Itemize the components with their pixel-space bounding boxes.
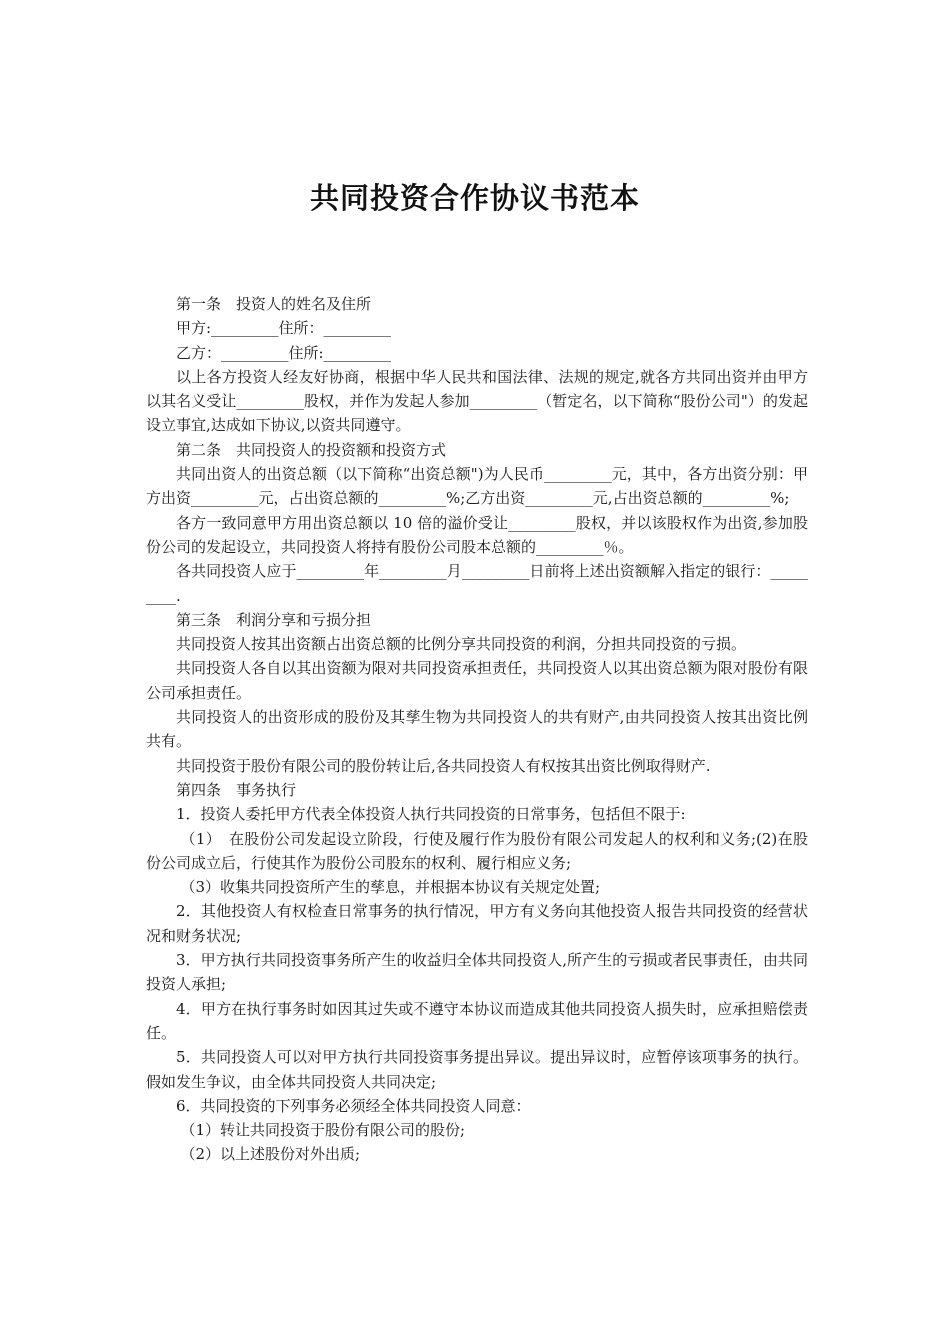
numbered-item: 3．甲方执行共同投资事务所产生的收益归全体共同投资人,所产生的亏损或者民事责任，由共同投资人承担; xyxy=(146,951,808,994)
numbered-item: 5．共同投资人可以对甲方执行共同投资事务提出异议。提出异议时，应暂停该项事务的执行。假如发生争议，由全体共同投资人共同决定; xyxy=(146,1048,808,1091)
sub-item: （1）转让共同投资于股份有限公司的股份; xyxy=(180,1121,466,1140)
document-title: 共同投资合作协议书范本 xyxy=(309,181,640,215)
party-a-line: 甲方:_________住所：_________ xyxy=(176,319,392,338)
numbered-item: 4．甲方在执行事务时如因其过失或不遵守本协议而造成其他共同投资人损失时，应承担赔偿责任。 xyxy=(146,999,808,1042)
article-heading: 第二条 共同投资人的投资额和投资方式 xyxy=(176,440,447,459)
paragraph: 共同出资人的出资总额（以下简称“出资总额")为人民币_________元，其中，各方出资分别：甲方出资_________元，占出资总额的_________%;乙方出资_________元,占出资总额的_________%; xyxy=(146,465,808,508)
numbered-item: 2．其他投资人有权检查日常事务的执行情况，甲方有义务向其他投资人报告共同投资的经营状况和财务状况; xyxy=(146,902,808,945)
sub-item: （1） 在股份公司发起设立阶段，行使及履行作为股份有限公司发起人的权利和义务;(2)在股份公司成立后，行使其作为股份公司股东的权利、履行相应义务; xyxy=(146,829,808,872)
sub-item: （3）收集共同投资所产生的孳息，并根据本协议有关规定处置; xyxy=(180,878,601,897)
numbered-item: 6．共同投资的下列事务必须经全体共同投资人同意： xyxy=(176,1096,531,1115)
document-body xyxy=(146,292,808,1167)
paragraph: 共同投资人各自以其出资额为限对共同投资承担责任，共同投资人以其出资总额为限对股份有限公司承担责任。 xyxy=(146,659,808,702)
paragraph: 以上各方投资人经友好协商，根据中华人民共和国法律、法规的规定,就各方共同出资并由甲方以其名义受让_________股权，并作为发起人参加_________（暂定名，以下简称“股份公司"）的发起设立事宜,达成如下协议,以资共同遵守。 xyxy=(146,367,808,435)
paragraph: 共同投资人按其出资额占出资总额的比例分享共同投资的利润，分担共同投资的亏损。 xyxy=(176,635,747,654)
paragraph: 各共同投资人应于_________年_________月_________日前将上述出资额解入指定的银行：_________. xyxy=(146,562,808,605)
paragraph: 各方一致同意甲方用出资总额以 10 倍的溢价受让_________股权，并以该股权作为出资,参加股份公司的发起设立，共同投资人将持有股份公司股本总额的_________％。 xyxy=(146,513,808,556)
party-b-line: 乙方：_________住所:_________ xyxy=(176,343,392,362)
article-heading: 第四条 事务执行 xyxy=(176,780,297,799)
sub-item: （2）以上述股份对外出质; xyxy=(180,1145,361,1164)
paragraph: 共同投资于股份有限公司的股份转让后,各共同投资人有权按其出资比例取得财产. xyxy=(176,756,711,775)
numbered-item: 1．投资人委托甲方代表全体投资人执行共同投资的日常事务，包括但不限于: xyxy=(176,805,686,824)
article-heading: 第一条 投资人的姓名及住所 xyxy=(176,295,372,313)
paragraph: 共同投资人的出资形成的股份及其孳生物为共同投资人的共有财产,由共同投资人按其出资比例共有。 xyxy=(146,708,808,751)
article-heading: 第三条 利润分享和亏损分担 xyxy=(176,610,372,629)
